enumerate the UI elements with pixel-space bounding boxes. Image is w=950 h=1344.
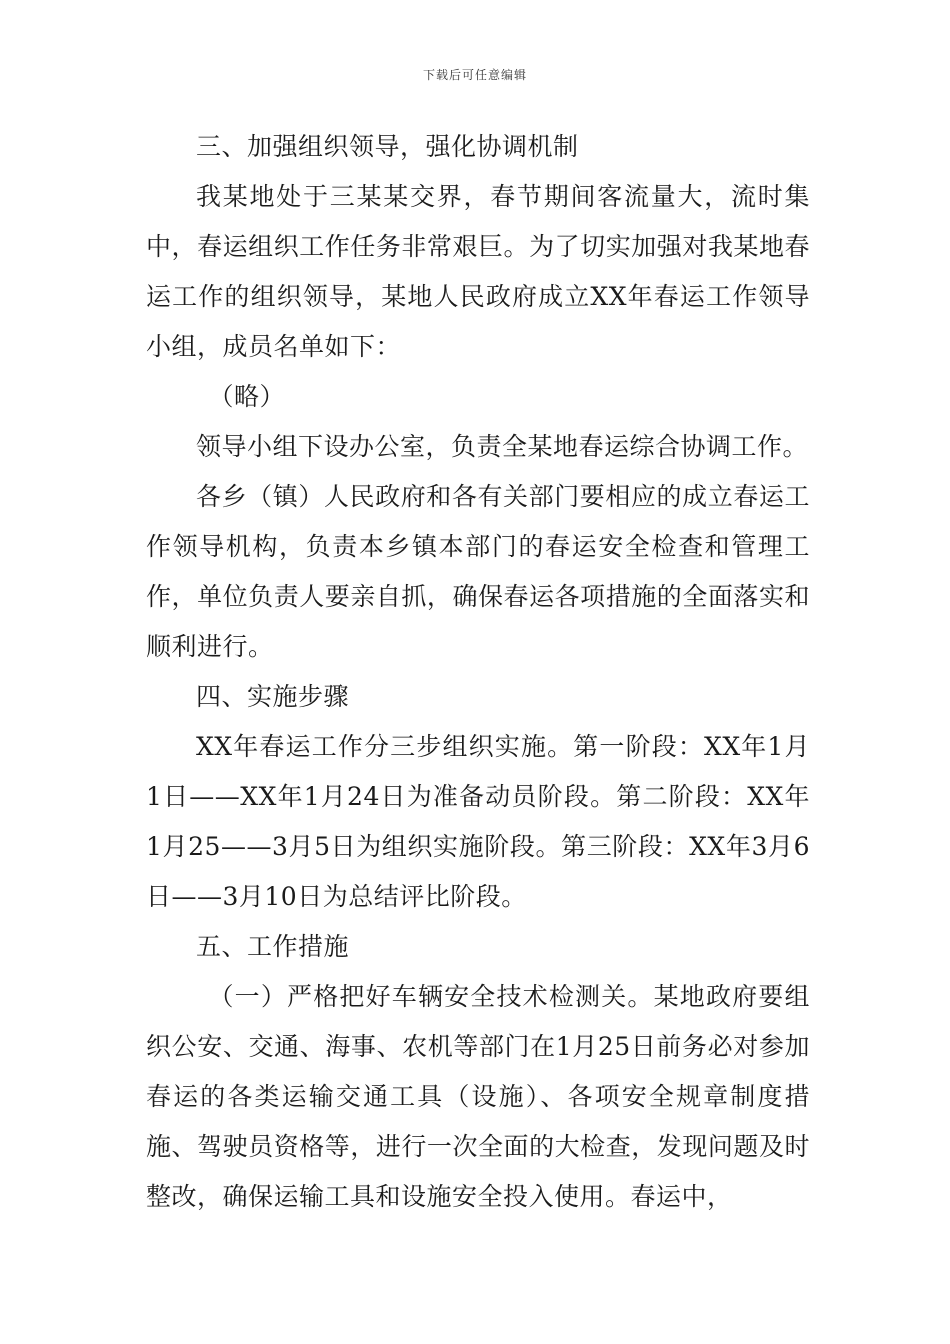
section-heading-5: 五、工作措施 [196, 932, 350, 961]
paragraph-office: 领导小组下设办公室，负责全某地春运综合协调工作。 [196, 432, 809, 461]
section-heading-4: 四、实施步骤 [196, 682, 350, 711]
paragraph-measure-1: （一）严格把好车辆安全技术检测关。某地政府要组织公安、交通、海事、农机等部门在1月25日前务必对参加春运的各类运输交通工具（设施）、各项安全规章制度措施、驾驶员资格等，进行一次全面的大检查，发现问题及时整改，确保运输工具和设施安全投入使用。春运中， [146, 982, 810, 1211]
paragraph-omitted: （略） [208, 382, 286, 411]
section-heading-3: 三、加强组织领导，强化协调机制 [196, 132, 579, 161]
paragraph-steps: XX年春运工作分三步组织实施。第一阶段：XX年1月1日——XX年1月24日为准备动员阶段。第二阶段：XX年1月25——3月5日为组织实施阶段。第三阶段：XX年3月6日——3月10日为总结评比阶段。 [146, 732, 810, 911]
header-note: 下载后可任意编辑 [422, 68, 527, 82]
paragraph-township-leadership: 各乡（镇）人民政府和各有关部门要相应的成立春运工作领导机构，负责本乡镇本部门的春运安全检查和管理工作，单位负责人要亲自抓，确保春运各项措施的全面落实和顺利进行。 [146, 482, 810, 661]
document-body [146, 122, 810, 1222]
paragraph-background: 我某地处于三某某交界，春节期间客流量大，流时集中，春运组织工作任务非常艰巨。为了切实加强对我某地春运工作的组织领导，某地人民政府成立XX年春运工作领导小组，成员名单如下： [146, 182, 810, 361]
